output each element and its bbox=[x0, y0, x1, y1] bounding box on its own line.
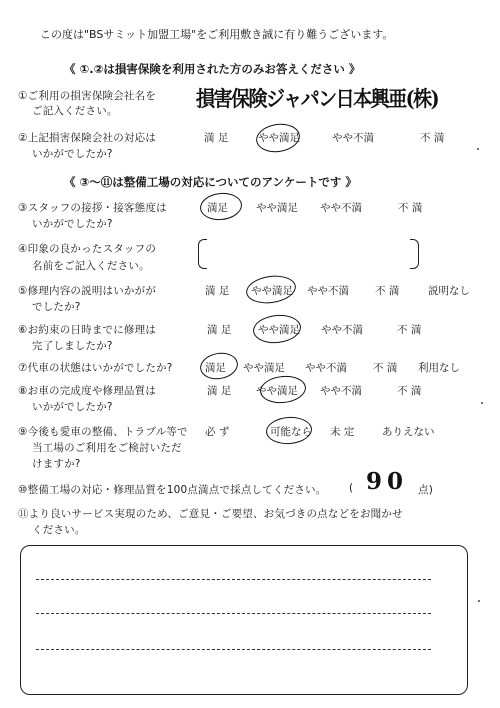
q6-option-somewhat-dissatisfied[interactable]: やや不満 bbox=[321, 324, 363, 336]
q8-option-satisfied[interactable]: 満 足 bbox=[207, 385, 232, 397]
q2-option-dissatisfied[interactable]: 不 満 bbox=[420, 132, 445, 144]
q4-label-line1: ④印象の良かったスタッフの bbox=[18, 243, 157, 255]
q9-label-line2: 当工場のご利用をご検討いただ bbox=[32, 442, 182, 454]
q2-selection-circle bbox=[254, 121, 301, 155]
q8-option-dissatisfied[interactable]: 不 満 bbox=[397, 385, 422, 397]
q1-label-line2: ご記入ください。 bbox=[32, 105, 118, 117]
q2-option-somewhat-satisfied[interactable]: やや満足 bbox=[258, 132, 300, 144]
q1-insurer-answer: 損害保険ジャパン日本興亜(株) bbox=[196, 86, 439, 112]
section-header-workshop: 《 ③～⑪は整備工場の対応についてのアンケートです 》 bbox=[64, 175, 357, 189]
q8-option-somewhat-dissatisfied[interactable]: やや不満 bbox=[320, 385, 362, 397]
q2-option-somewhat-dissatisfied[interactable]: やや不満 bbox=[332, 132, 374, 144]
q10-close-paren-unit: 点) bbox=[418, 484, 433, 496]
scan-speck bbox=[481, 402, 483, 404]
q4-bracket-right bbox=[410, 239, 419, 269]
q11-label-line1: ⑪より良いサービス実現のため、ご意見・ご要望、お気づきの点などをお聞かせ bbox=[18, 508, 403, 520]
q3-option-somewhat-satisfied[interactable]: やや満足 bbox=[256, 202, 298, 214]
q10-label: ⑩整備工場の対応・修理品質を100点満点で採点してください。 bbox=[18, 484, 327, 496]
q3-option-satisfied[interactable]: 満足 bbox=[207, 202, 228, 214]
comment-line-1 bbox=[36, 579, 431, 580]
q9-label-line1: ⑨今後も愛車の整備、トラブル等で bbox=[18, 426, 188, 438]
q9-label-line3: けますか? bbox=[32, 458, 81, 470]
q5-option-somewhat-dissatisfied[interactable]: やや不満 bbox=[307, 285, 349, 297]
q11-label-line2: ください。 bbox=[32, 524, 86, 536]
q7-selection-circle bbox=[198, 350, 240, 382]
q5-label-line1: ⑤修理内容の説明はいかがが bbox=[18, 285, 157, 297]
q2-label-line1: ②上記損害保険会社の対応は bbox=[18, 132, 157, 144]
scan-speck bbox=[478, 600, 480, 602]
q6-option-dissatisfied[interactable]: 不 満 bbox=[397, 324, 422, 336]
q9-option-if-possible[interactable]: 可能なら bbox=[270, 426, 312, 438]
q8-label-line1: ⑧お車の完成度や修理品質は bbox=[18, 385, 157, 397]
q9-option-unlikely[interactable]: ありえない bbox=[382, 426, 435, 438]
q9-option-undecided[interactable]: 未 定 bbox=[330, 426, 355, 438]
q3-label-line2: いかがでしたか? bbox=[32, 218, 113, 230]
q4-label-line2: 名前をご記入ください。 bbox=[32, 260, 150, 272]
q5-label-line2: でしたか? bbox=[32, 301, 81, 313]
q3-selection-circle bbox=[199, 191, 244, 222]
q10-score-value: 90 bbox=[366, 468, 409, 495]
q9-selection-circle bbox=[265, 415, 313, 445]
q1-label-line1: ①ご利用の損害保険会社名を bbox=[18, 90, 157, 102]
scan-speck bbox=[477, 148, 479, 150]
q3-label-line1: ③スタッフの接拶・接客態度は bbox=[18, 202, 167, 214]
q2-option-satisfied[interactable]: 満 足 bbox=[204, 132, 229, 144]
q5-option-dissatisfied[interactable]: 不 満 bbox=[375, 285, 400, 297]
q5-option-somewhat-satisfied[interactable]: やや満足 bbox=[251, 285, 293, 297]
q6-option-satisfied[interactable]: 満 足 bbox=[207, 324, 232, 336]
q6-label-line1: ⑥お約束の日時までに修理は bbox=[18, 324, 157, 336]
q2-label-line2: いかがでしたか? bbox=[32, 148, 113, 160]
intro-text: この度は"BSサミット加盟工場"をご利用敷き誠に有り難うございます。 bbox=[40, 28, 394, 41]
q7-option-not-used[interactable]: 利用なし bbox=[418, 362, 460, 374]
q6-option-somewhat-satisfied[interactable]: やや満足 bbox=[258, 324, 300, 336]
q5-option-satisfied[interactable]: 満 足 bbox=[205, 285, 230, 297]
q8-option-somewhat-satisfied[interactable]: やや満足 bbox=[256, 385, 298, 397]
q5-selection-circle bbox=[244, 273, 297, 307]
q7-option-somewhat-dissatisfied[interactable]: やや不満 bbox=[305, 362, 347, 374]
q8-label-line2: いかがでしたか? bbox=[32, 401, 113, 413]
q5-option-no-explanation[interactable]: 説明なし bbox=[428, 285, 470, 297]
section-header-insurance: 《 ①.②は損害保険を利用された方のみお答えください 》 bbox=[64, 62, 361, 76]
q9-option-definitely[interactable]: 必 ず bbox=[205, 426, 230, 438]
comment-box[interactable] bbox=[20, 545, 468, 695]
q4-bracket-left bbox=[198, 239, 207, 269]
q7-option-dissatisfied[interactable]: 不 満 bbox=[373, 362, 398, 374]
q7-label-line1: ⑦代車の状態はいかがでしたか? bbox=[18, 362, 173, 374]
q7-option-somewhat-satisfied[interactable]: やや満足 bbox=[243, 362, 285, 374]
q7-option-satisfied[interactable]: 満足 bbox=[205, 362, 226, 374]
q8-selection-circle bbox=[259, 374, 308, 406]
comment-line-3 bbox=[36, 649, 431, 650]
q6-selection-circle bbox=[252, 313, 303, 346]
q3-option-somewhat-dissatisfied[interactable]: やや不満 bbox=[320, 202, 362, 214]
q10-open-paren: ( bbox=[349, 482, 354, 494]
comment-line-2 bbox=[36, 613, 431, 614]
q3-option-dissatisfied[interactable]: 不 満 bbox=[398, 202, 423, 214]
q6-label-line2: 完了しましたか? bbox=[32, 340, 113, 352]
